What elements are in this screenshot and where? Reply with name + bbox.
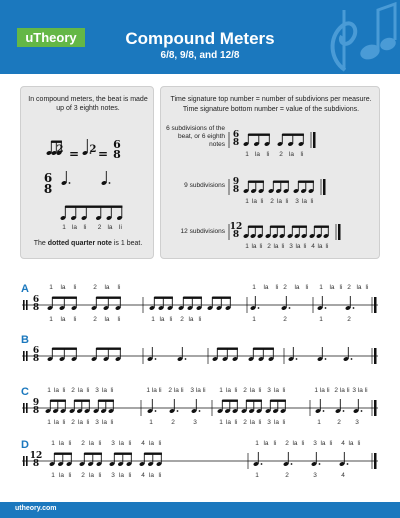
time-signature-bottom: 8 (43, 182, 53, 196)
count-syllable: la (348, 440, 354, 447)
exercise-letter: B (21, 334, 29, 346)
count-syllable: li (128, 440, 132, 447)
count-syllable: li (62, 419, 66, 426)
count-syllable: la (225, 387, 232, 394)
count-syllable: 2 (71, 387, 75, 394)
count-syllable: li (86, 387, 90, 394)
augmentation-dot (347, 463, 349, 465)
count-syllable: la (288, 151, 295, 158)
time-signature-top: 12 (29, 451, 43, 461)
count-syllable: 2 (93, 284, 97, 291)
count-syllable: li (258, 419, 262, 426)
count-syllable: 2 (97, 224, 102, 231)
time-signature-top: 12 (229, 222, 243, 232)
count-syllable: 1 (245, 243, 249, 250)
count-syllable: 2 (270, 198, 274, 205)
augmentation-dot (325, 358, 327, 360)
beam (222, 400, 238, 402)
time-signature-bottom: 8 (232, 230, 240, 240)
example-9-label: 9 subdivisions (184, 182, 225, 189)
equals-sign: = (97, 147, 109, 161)
count-syllable: 1 (219, 387, 223, 394)
count-syllable: li (68, 472, 72, 479)
beam (270, 400, 286, 402)
count-syllable: la (104, 316, 110, 323)
count-syllable: li (339, 284, 343, 291)
count-syllable: 3 (193, 419, 197, 426)
count-syllable: 2 (243, 419, 247, 426)
count-syllable: 3 (95, 387, 99, 394)
count-syllable: 3 la li (190, 387, 206, 394)
count-syllable: la (188, 316, 194, 323)
final-barline-thick (374, 297, 377, 313)
augmentation-dot (289, 307, 291, 309)
time-signature-top: 6 (113, 138, 121, 151)
count-syllable: la (118, 472, 125, 479)
exercise-letter: C (21, 386, 29, 398)
time-signature-bottom: 8 (32, 459, 40, 469)
count-syllable: la (263, 440, 269, 447)
final-barline-thick (374, 400, 377, 416)
final-barline-thick (313, 132, 316, 148)
count-syllable: 1 (317, 419, 321, 426)
beam (51, 141, 62, 143)
count-syllable: li (158, 440, 162, 447)
augmentation-dot (177, 410, 179, 412)
beam (282, 134, 304, 136)
count-syllable: la (273, 419, 280, 426)
count-syllable: la (148, 440, 155, 447)
augmentation-dot (343, 410, 345, 412)
count-syllable: la (356, 284, 362, 291)
count-syllable: li (259, 243, 263, 250)
count-syllable: 1 (252, 316, 256, 323)
count-syllable: la (301, 198, 308, 205)
count-syllable: la (60, 316, 66, 323)
count-syllable: li (329, 440, 333, 447)
count-syllable: 4 (341, 472, 345, 479)
count-syllable: la (77, 387, 84, 394)
beam (54, 453, 72, 455)
count-syllable: 3 la li (352, 387, 368, 394)
count-syllable: li (98, 472, 102, 479)
count-syllable: la (254, 151, 261, 158)
count-syllable: 4 (141, 472, 145, 479)
count-syllable: 1 (255, 472, 259, 479)
count-syllable: 1 (49, 316, 53, 323)
count-syllable: la (77, 419, 84, 426)
augmentation-dot (296, 358, 298, 360)
beam (98, 400, 114, 402)
beam (314, 226, 329, 228)
count-syllable: 1 la li (314, 387, 330, 394)
beam (84, 453, 102, 455)
count-syllable: 1 (252, 284, 256, 291)
count-syllable: 4 (141, 440, 145, 447)
rule-top-number: Time signature top number = number of subdivions per measure. (170, 96, 372, 103)
utheory-logo: uTheory (17, 28, 85, 47)
count-syllable: 2 (81, 472, 85, 479)
page-subtitle: 6/8, 9/8, and 12/8 (160, 50, 240, 61)
count-syllable: la (251, 198, 258, 205)
count-syllable: li (281, 243, 285, 250)
count-syllable: li (282, 419, 286, 426)
augmentation-dot (69, 182, 71, 184)
count-syllable: li (260, 198, 264, 205)
time-signature-top: 9 (32, 398, 40, 408)
count-syllable: 1 la li (146, 387, 162, 394)
count-syllable: li (258, 387, 262, 394)
count-syllable: 3 (355, 419, 359, 426)
count-syllable: 3 (111, 440, 115, 447)
count-syllable: li (68, 440, 72, 447)
beam (50, 400, 66, 402)
count-syllable: la (320, 440, 326, 447)
count-syllable: la (148, 472, 155, 479)
count-syllable: li (282, 387, 286, 394)
count-syllable: li (73, 316, 77, 323)
example-6-label: 6 subdivisions of the beat, or 6 eighth notes (166, 125, 225, 148)
beam (96, 348, 121, 350)
time-signature-bottom: 8 (113, 148, 121, 161)
count-syllable: 2 la li (168, 387, 184, 394)
final-barline-thick (374, 453, 377, 469)
count-syllable: la (292, 440, 298, 447)
count-syllable: li (110, 387, 114, 394)
count-syllable: li (285, 198, 289, 205)
count-syllable: li (305, 284, 309, 291)
count-syllable: 2 (285, 440, 289, 447)
beam (248, 134, 270, 136)
count-syllable: 3 (111, 472, 115, 479)
time-signature-top: 6 (32, 346, 40, 356)
count-syllable: li (110, 419, 114, 426)
count-syllable: la (53, 387, 60, 394)
beam (292, 226, 307, 228)
count-syllable: 1 (151, 316, 155, 323)
count-syllable: la (294, 284, 300, 291)
count-syllable: li (117, 316, 121, 323)
time-signature-bottom: 8 (32, 303, 40, 313)
count-syllable: la (273, 387, 280, 394)
augmentation-dot (353, 307, 355, 309)
time-signature-bottom: 8 (232, 185, 240, 195)
count-syllable: li (62, 387, 66, 394)
count-syllable: la (251, 243, 257, 250)
count-syllable: la (58, 472, 65, 479)
beam (298, 181, 314, 183)
count-syllable: 2 (279, 151, 283, 158)
count-syllable: li (169, 316, 173, 323)
count-syllable: li (303, 243, 307, 250)
count-syllable: la (317, 243, 323, 250)
count-syllable: 1 (219, 419, 223, 426)
count-syllable: 1 (62, 224, 66, 231)
count-syllable: 2 (347, 316, 351, 323)
count-syllable: 3 (313, 472, 317, 479)
time-signature-bottom: 8 (32, 354, 40, 364)
augmentation-dot (109, 182, 111, 184)
count-syllable: 1 (319, 316, 323, 323)
count-syllable: la (263, 284, 269, 291)
count-syllable: la (273, 243, 279, 250)
count-syllable: 2 (171, 419, 175, 426)
count-syllable: li (117, 284, 121, 291)
count-syllable: 1 (47, 419, 51, 426)
page-title: Compound Meters (125, 29, 275, 48)
beam (248, 226, 263, 228)
count-syllable: li (266, 151, 270, 158)
count-syllable: 2 (337, 419, 341, 426)
footer-site: utheory.com (15, 505, 57, 512)
count-syllable: 3 (289, 243, 293, 250)
count-syllable: 1 (149, 419, 153, 426)
count-syllable: li (301, 440, 305, 447)
count-syllable: la (104, 284, 110, 291)
count-syllable: la (107, 224, 113, 231)
augmentation-dot (291, 463, 293, 465)
count-syllable: la (118, 440, 125, 447)
count-syllable: 1 (47, 387, 51, 394)
time-signature-top: 9 (232, 177, 240, 187)
count-syllable: la (249, 419, 256, 426)
beam (52, 297, 77, 299)
count-syllable: la (295, 243, 301, 250)
count-syllable: li (158, 472, 162, 479)
count-syllable: li (234, 419, 238, 426)
count-syllable: 2 (243, 387, 247, 394)
count-syllable: 3 (295, 198, 299, 205)
time-signature-bottom: 8 (232, 138, 240, 148)
count-syllable: la (159, 316, 165, 323)
augmentation-dot (258, 307, 260, 309)
augmentation-dot (185, 358, 187, 360)
augmentation-dot (155, 358, 157, 360)
equation-rhs-beat: 2 (89, 144, 97, 155)
beam (65, 206, 122, 208)
count-syllable: 2 (285, 472, 289, 479)
rule-bottom-number: Time signature bottom number = value of the subdivions. (182, 106, 360, 113)
beam (248, 181, 264, 183)
augmentation-dot (319, 463, 321, 465)
count-syllable: la (329, 284, 335, 291)
equals-sign: = (68, 147, 80, 161)
exercise-letter: D (21, 439, 29, 451)
beam (154, 297, 173, 299)
count-syllable: li (73, 284, 77, 291)
count-syllable: li (119, 224, 122, 231)
count-syllable: 1 (245, 151, 249, 158)
beam (144, 453, 162, 455)
beam (96, 297, 121, 299)
count-syllable: la (71, 224, 78, 231)
count-syllable: 2 (81, 440, 85, 447)
time-signature-top: 6 (43, 171, 53, 185)
count-syllable: 3 (267, 387, 271, 394)
example-12-label: 12 subdivisions (180, 228, 225, 235)
beam (246, 400, 262, 402)
augmentation-dot (325, 307, 327, 309)
count-syllable: 2 (283, 316, 287, 323)
time-signature-bottom: 8 (32, 406, 40, 416)
count-syllable: 1 (255, 440, 259, 447)
beam (273, 181, 289, 183)
count-syllable: la (53, 419, 60, 426)
count-syllable: la (101, 387, 108, 394)
count-syllable: 1 (319, 284, 323, 291)
count-syllable: li (357, 440, 361, 447)
augmentation-dot (155, 410, 157, 412)
augmentation-dot (351, 358, 353, 360)
count-syllable: li (234, 387, 238, 394)
count-syllable: li (128, 472, 132, 479)
count-syllable: li (273, 440, 277, 447)
count-syllable: li (300, 151, 304, 158)
beam (253, 348, 274, 350)
beam (270, 226, 285, 228)
count-syllable: 2 (93, 316, 97, 323)
count-syllable: la (60, 284, 66, 291)
augmentation-dot (361, 410, 363, 412)
count-syllable: 4 (311, 243, 315, 250)
final-barline-thick (323, 179, 326, 195)
count-syllable: li (98, 440, 102, 447)
count-syllable: 2 (347, 284, 351, 291)
count-syllable: li (86, 419, 90, 426)
count-syllable: la (88, 440, 95, 447)
exercise-letter: A (21, 283, 29, 295)
count-syllable: la (101, 419, 108, 426)
beam (114, 453, 132, 455)
intro-text: In compound meters, the beat is made up of 3 eighth notes. (28, 96, 148, 112)
augmentation-dot (261, 463, 263, 465)
count-syllable: 2 (180, 316, 184, 323)
time-signature-top: 6 (32, 295, 40, 305)
count-syllable: 2 la li (334, 387, 350, 394)
beam (74, 400, 90, 402)
count-syllable: 3 (267, 419, 271, 426)
count-syllable: 1 (245, 198, 249, 205)
time-signature-top: 6 (232, 130, 240, 140)
count-syllable: la (249, 387, 256, 394)
footer-bar (0, 502, 400, 518)
count-syllable: la (225, 419, 232, 426)
count-syllable: 1 (51, 472, 55, 479)
count-syllable: li (325, 243, 329, 250)
beam (217, 348, 238, 350)
augmentation-dot (199, 410, 201, 412)
count-syllable: li (198, 316, 202, 323)
count-syllable: 1 (49, 284, 53, 291)
count-syllable: 2 (267, 243, 271, 250)
count-syllable: 2 (283, 284, 287, 291)
final-barline-thick (374, 348, 377, 364)
final-barline-thick (338, 224, 341, 240)
equation-lhs: 2 (56, 144, 64, 155)
beam (212, 297, 231, 299)
count-syllable: la (88, 472, 95, 479)
count-syllable: li (275, 284, 279, 291)
count-syllable: li (83, 224, 87, 231)
count-syllable: 4 (341, 440, 345, 447)
dotted-quarter-caption: The dotted quarter note is 1 beat. (33, 240, 143, 247)
count-syllable: 3 (313, 440, 317, 447)
count-syllable: 3 (95, 419, 99, 426)
count-syllable: la (276, 198, 283, 205)
count-syllable: li (310, 198, 314, 205)
beam (183, 297, 202, 299)
count-syllable: 1 (51, 440, 55, 447)
augmentation-dot (323, 410, 325, 412)
count-syllable: li (365, 284, 369, 291)
count-syllable: la (58, 440, 65, 447)
beam (52, 348, 77, 350)
count-syllable: 2 (71, 419, 75, 426)
